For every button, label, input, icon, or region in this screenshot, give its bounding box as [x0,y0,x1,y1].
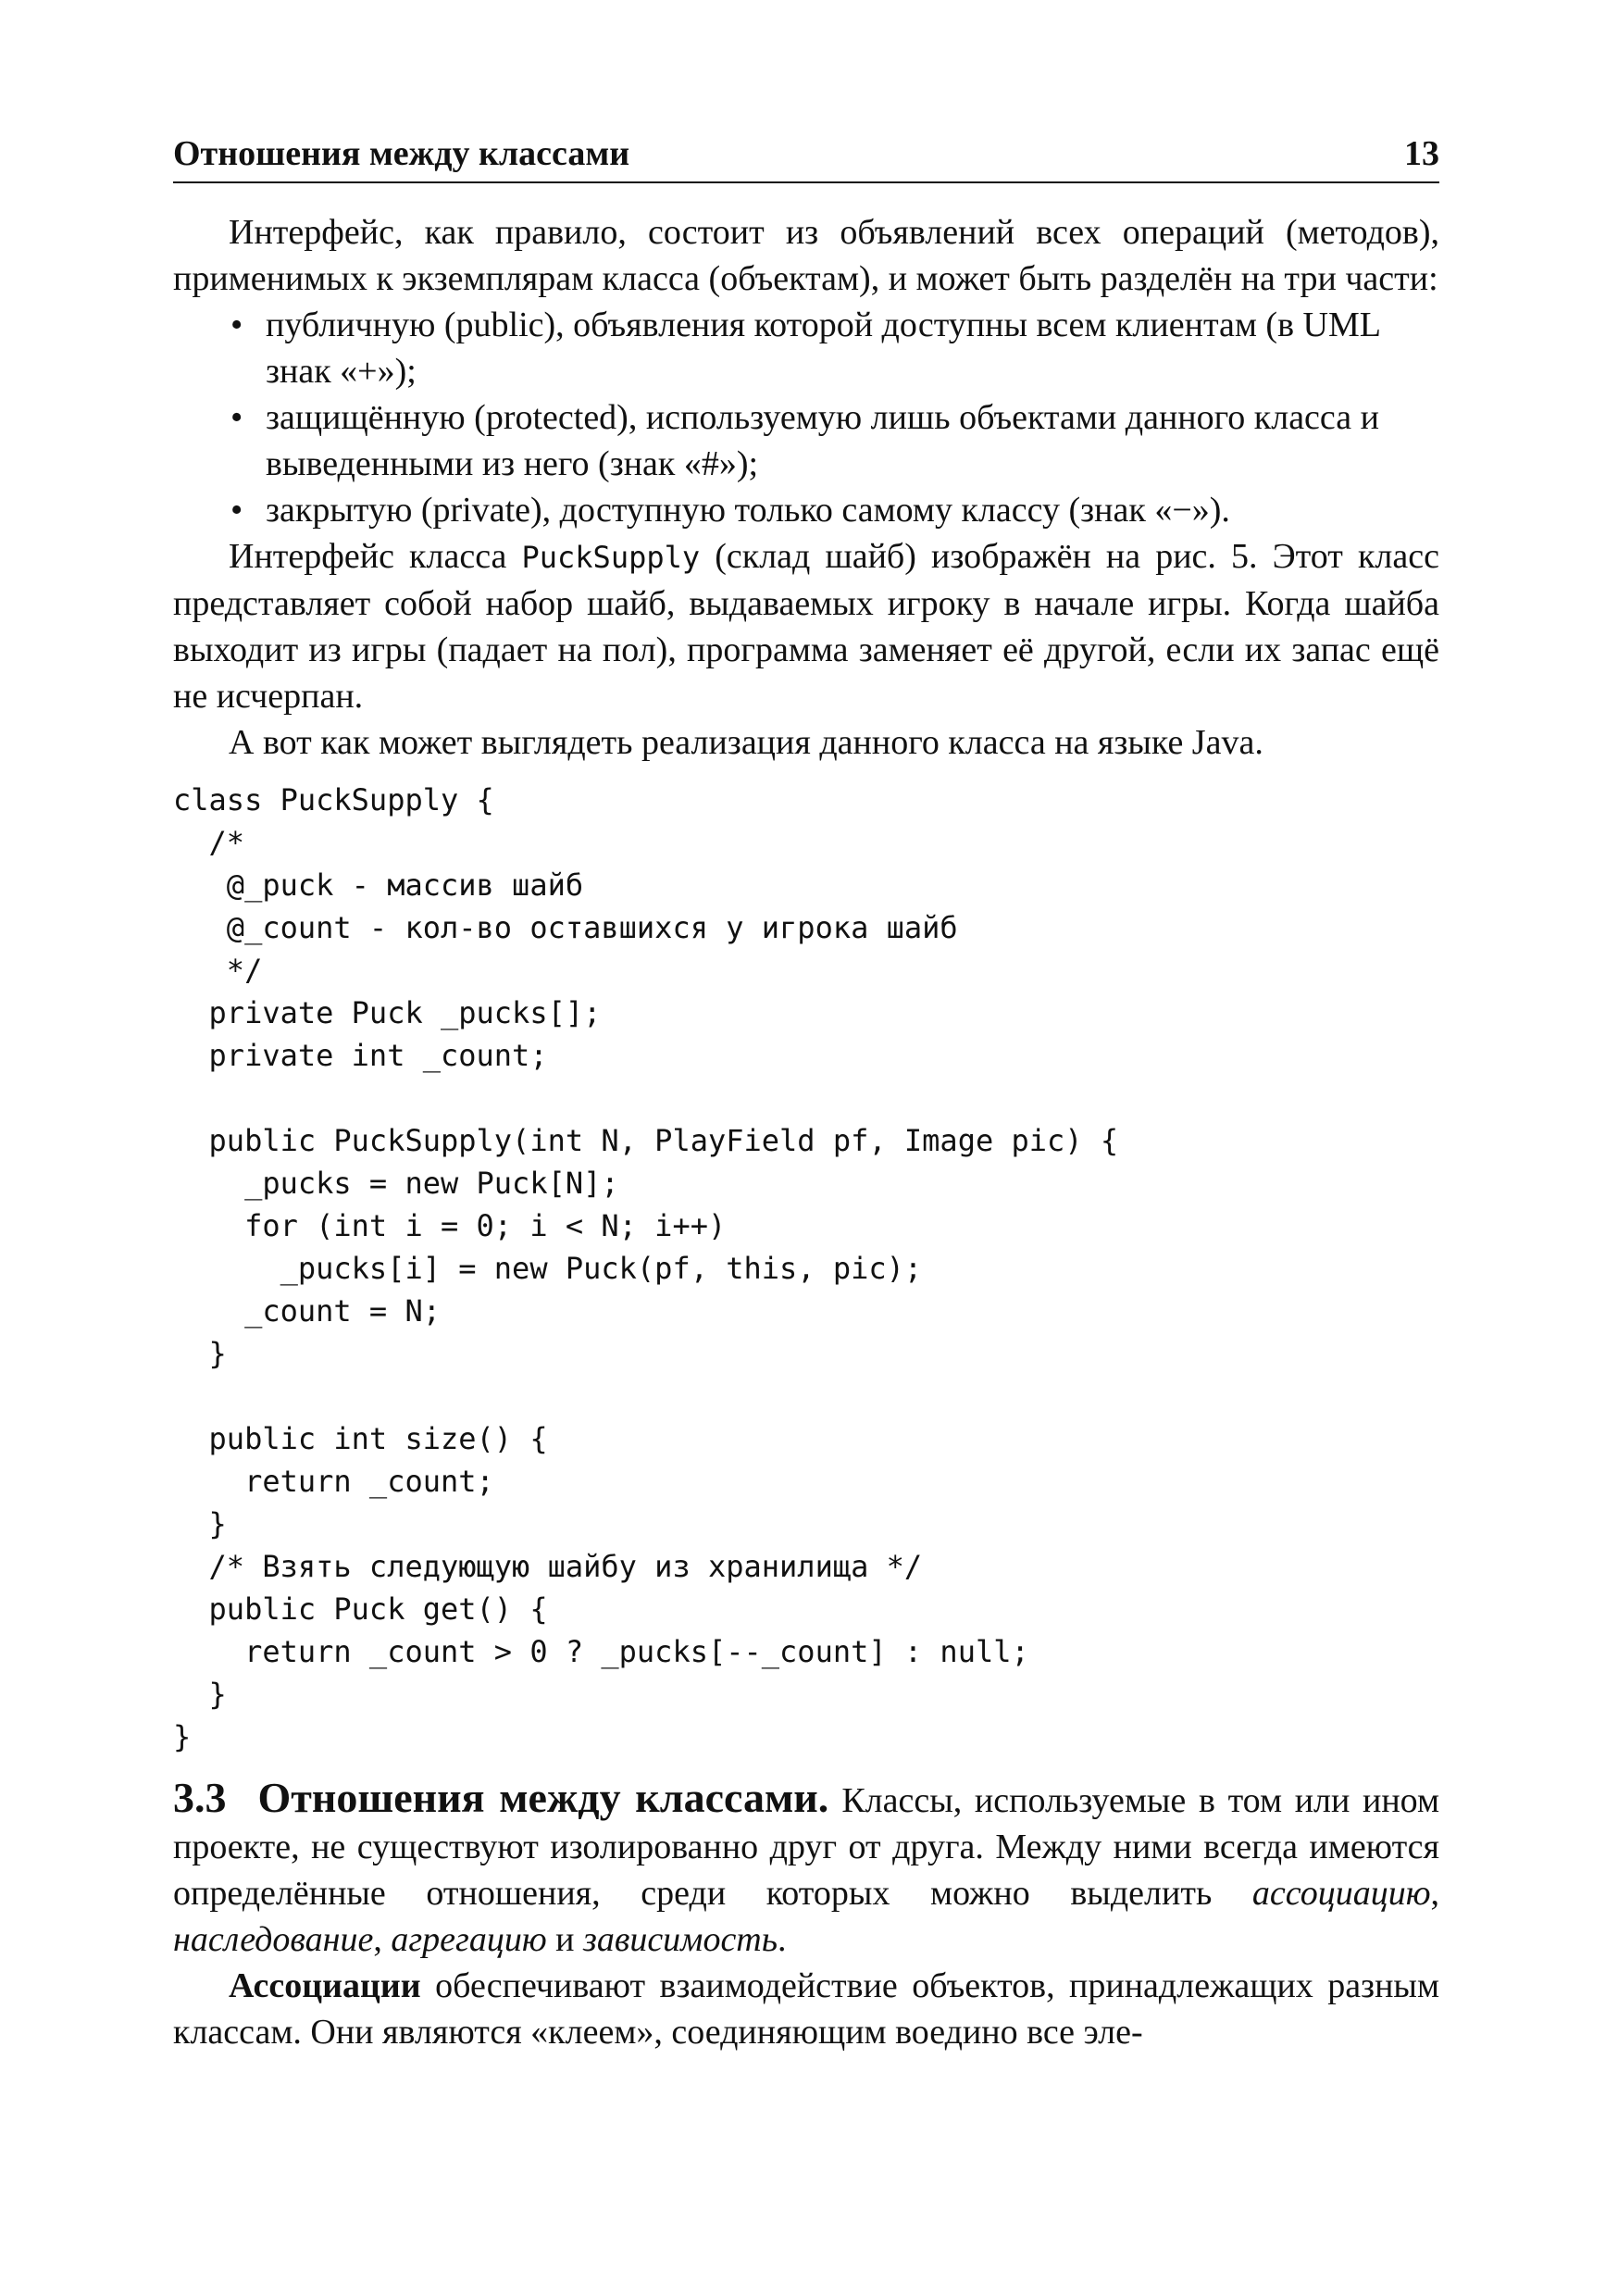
java-intro-paragraph: А вот как может выглядеть реализация данного класса на языке Java. [229,723,1263,762]
section-number: 3.3 [173,1774,227,1821]
term-aggregation: агрегацию [391,1920,547,1959]
pucksupply-text-after: (склад шайб) изображён на рис. 5. Этот класс представляет собой набор шайб, выдаваемых игроку в начале игры. Когда шайба выходит из игры (падает на пол), программа заменяет её другой, если их запас ещё не исчерпан. [173,537,1439,716]
bullet-icon: • [230,398,243,437]
section-text-end: . [778,1920,787,1959]
pucksupply-paragraph [173,533,1439,719]
term-separator: и [546,1920,583,1959]
page-body [173,209,1439,2055]
section-text: Классы, используемые в том или ином проекте, не существуют изолированно друг от друга. Между ними всегда имеются определённые отношения, среди которых можно выделить [173,1781,1439,1913]
term-dependency: зависимость [583,1920,778,1959]
bullet-icon: • [230,491,243,530]
list-item-public [173,302,1439,394]
section-title: Отношения между классами. [257,1774,829,1821]
list-item-protected [173,394,1439,487]
page [173,130,1439,2055]
term-inheritance: наследование [173,1920,374,1959]
page-number: 13 [1404,134,1439,173]
associations-term: Ассоциации [229,1966,421,2005]
term-separator: , [373,1920,392,1959]
running-header [173,130,1439,183]
term-separator: , [1430,1874,1439,1913]
access-levels-list [173,302,1439,533]
list-item-text: публичную (public), объявления которой доступны всем клиентам (в UML знак «+»); [266,306,1380,391]
bullet-icon: • [230,306,243,344]
section-paragraph [173,1775,1439,1963]
list-item-private [173,487,1439,533]
running-title: Отношения между классами [173,134,630,173]
list-item-text: закрытую (private), доступную только самому классу (знак «−»). [266,491,1230,530]
associations-text: обеспечивают взаимодействие объектов, принадлежащих разным классам. Они являются «клеем», соединяющим воедино все эле- [173,1966,1439,2052]
associations-paragraph [173,1963,1439,2055]
term-association: ассоциацию [1251,1874,1431,1913]
inline-code-class-name: PuckSupply [521,540,701,575]
code-listing: class PuckSupply { /* @_puck - массив шайб @_count - кол-во оставшихся у игрока шайб */ private Puck _pucks[]; private int _count; public PuckSupply(int N, PlayField pf, Image pic) { _pucks = new Puck[N]; for (int i = 0; i < N; i++) _pucks[i] = new Puck(pf, this, pic); _count = N; } public int size() { return _count; } /* Взять следующую шайбу из хранилища */ public Puck get() { return _count > 0 ? _pucks[--_count] : null; } } [173,782,1119,1754]
pucksupply-text-before: Интерфейс класса [229,537,522,576]
list-item-text: защищённую (protected), используемую лишь объектами данного класса и выведенными из него (знак «#»); [266,398,1379,483]
intro-paragraph: Интерфейс, как правило, состоит из объявлений всех операций (методов), применимых к экземплярам класса (объектам), и может быть разделён на три части: [173,213,1439,298]
